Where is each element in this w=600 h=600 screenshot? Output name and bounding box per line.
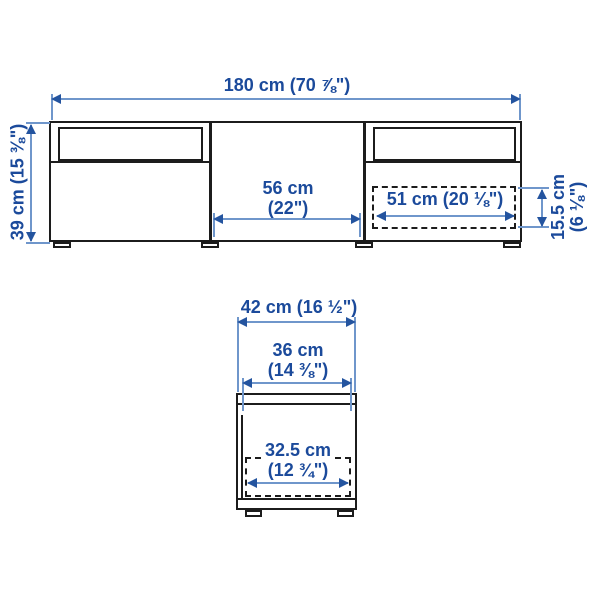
- dim-15-arrow: [541, 190, 543, 226]
- front-right-open-shelf: [373, 127, 516, 161]
- side-foot-2: [337, 510, 354, 517]
- dim-15-label: [549, 174, 587, 240]
- dim-51-arrow: [377, 215, 514, 217]
- front-left-shelf-line: [51, 161, 209, 163]
- dim-39-label: 39 cm (15 ⅜"): [7, 123, 28, 241]
- dim-56-label-line2: (22"): [267, 198, 309, 218]
- front-foot-4: [503, 242, 521, 248]
- dim-56-arrow: [214, 218, 360, 220]
- front-right-shelf-line: [366, 161, 520, 163]
- dim-42-arrow: [238, 321, 355, 323]
- dim-36-label-line2: (14 ⅜"): [267, 360, 329, 380]
- dim-32-label-line2: (12 ¾"): [267, 460, 329, 480]
- dim-42-label: 42 cm (16 ½"): [240, 297, 358, 317]
- dim-180-arrow: [52, 98, 520, 100]
- side-foot-1: [245, 510, 262, 517]
- dim-42-ext-right: [354, 317, 356, 392]
- side-bottom-panel-line: [238, 498, 355, 500]
- dim-51-label: 51 cm (20 ⅛"): [386, 189, 504, 209]
- front-divider-right: [363, 123, 366, 240]
- dim-42-ext-left: [237, 317, 239, 392]
- dim-36-label: [268, 340, 329, 380]
- dim-36-label-line1: 36 cm: [272, 340, 324, 360]
- dim-39-arrow: [30, 125, 32, 241]
- dim-56-label-line1: 56 cm: [262, 178, 314, 198]
- dim-32-label: [261, 440, 335, 480]
- front-foot-2: [201, 242, 219, 248]
- front-foot-3: [355, 242, 373, 248]
- dim-15-label-line2: (6 ⅛"): [567, 181, 587, 233]
- side-back-panel-line: [241, 415, 243, 499]
- dim-32-label-line1: 32.5 cm: [264, 440, 332, 460]
- dim-32-arrow: [248, 482, 348, 484]
- side-top-panel-line: [238, 403, 355, 405]
- front-divider-left: [209, 123, 212, 240]
- dim-180-label: 180 cm (70 ⅞"): [223, 75, 351, 95]
- dim-56-label: [262, 178, 313, 218]
- front-foot-1: [53, 242, 71, 248]
- dim-15-label-line1: 15.5 cm: [548, 173, 568, 241]
- dim-39-ext-bottom: [26, 242, 50, 244]
- dim-36-arrow: [243, 382, 351, 384]
- front-left-open-shelf: [58, 127, 203, 161]
